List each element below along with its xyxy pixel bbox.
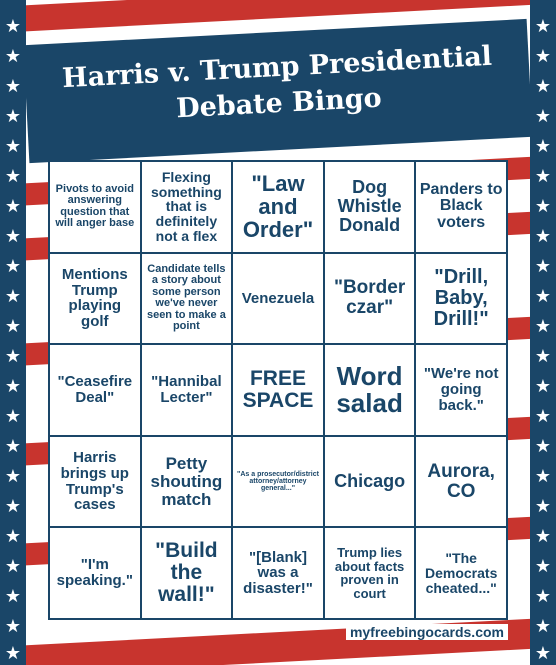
star-icon: ★ [534, 76, 552, 97]
star-icon: ★ [534, 316, 552, 337]
bingo-cell[interactable]: "Law and Order" [233, 162, 323, 252]
bingo-cell[interactable]: "Build the wall!" [142, 528, 232, 618]
star-icon: ★ [4, 16, 22, 37]
free-space-cell[interactable]: FREE SPACE [233, 345, 323, 435]
bingo-cell[interactable]: Venezuela [233, 254, 323, 344]
star-icon: ★ [4, 76, 22, 97]
bingo-cell[interactable]: "Drill, Baby, Drill!" [416, 254, 506, 344]
star-icon: ★ [4, 556, 22, 577]
star-icon: ★ [4, 643, 22, 664]
star-icon: ★ [534, 106, 552, 127]
star-icon: ★ [534, 166, 552, 187]
star-icon: ★ [4, 46, 22, 67]
bingo-cell[interactable]: "Ceasefire Deal" [50, 345, 140, 435]
bingo-cell[interactable]: "I'm speaking." [50, 528, 140, 618]
star-icon: ★ [534, 616, 552, 637]
bingo-cell[interactable]: Word salad [325, 345, 415, 435]
star-icon: ★ [4, 136, 22, 157]
bingo-cell[interactable]: Petty shouting match [142, 437, 232, 527]
bingo-cell[interactable]: Panders to Black voters [416, 162, 506, 252]
star-icon: ★ [534, 286, 552, 307]
bingo-cell[interactable]: Trump lies about facts proven in court [325, 528, 415, 618]
star-icon: ★ [4, 316, 22, 337]
bingo-cell[interactable]: Flexing something that is definitely not a flex [142, 162, 232, 252]
star-icon: ★ [534, 436, 552, 457]
star-icon: ★ [534, 46, 552, 67]
star-icon: ★ [4, 286, 22, 307]
bingo-cell[interactable]: Aurora, CO [416, 437, 506, 527]
left-star-column [0, 0, 26, 665]
bingo-board [48, 160, 508, 620]
star-icon: ★ [534, 226, 552, 247]
star-icon: ★ [4, 376, 22, 397]
star-icon: ★ [4, 256, 22, 277]
star-icon: ★ [4, 406, 22, 427]
star-icon: ★ [4, 166, 22, 187]
right-star-column [530, 0, 556, 665]
bingo-cell[interactable]: "We're not going back." [416, 345, 506, 435]
bingo-cell[interactable]: "As a prosecutor/district attorney/attorney general..." [233, 437, 323, 527]
star-icon: ★ [534, 526, 552, 547]
star-icon: ★ [534, 406, 552, 427]
star-icon: ★ [4, 196, 22, 217]
bingo-cell[interactable]: "Hannibal Lecter" [142, 345, 232, 435]
star-icon: ★ [534, 586, 552, 607]
star-icon: ★ [534, 556, 552, 577]
star-icon: ★ [4, 226, 22, 247]
star-icon: ★ [4, 586, 22, 607]
star-icon: ★ [4, 436, 22, 457]
bingo-cell[interactable]: Pivots to avoid answering question that will anger base [50, 162, 140, 252]
bingo-cell[interactable]: Dog Whistle Donald [325, 162, 415, 252]
star-icon: ★ [534, 643, 552, 664]
page-title: Harris v. Trump Presidential Debate Bingo [61, 40, 493, 125]
star-icon: ★ [4, 526, 22, 547]
star-icon: ★ [534, 136, 552, 157]
bingo-cell[interactable]: Candidate tells a story about some person we've never seen to make a point [142, 254, 232, 344]
bingo-cell[interactable]: Mentions Trump playing golf [50, 254, 140, 344]
site-url-footer: myfreebingocards.com [346, 624, 508, 640]
bingo-cell[interactable]: "Border czar" [325, 254, 415, 344]
bingo-cell[interactable]: "[Blank] was a disaster!" [233, 528, 323, 618]
star-icon: ★ [4, 106, 22, 127]
bingo-cell[interactable]: "The Democrats cheated..." [416, 528, 506, 618]
star-icon: ★ [534, 346, 552, 367]
star-icon: ★ [534, 376, 552, 397]
star-icon: ★ [4, 466, 22, 487]
star-icon: ★ [534, 256, 552, 277]
star-icon: ★ [4, 616, 22, 637]
star-icon: ★ [534, 466, 552, 487]
star-icon: ★ [534, 196, 552, 217]
bingo-cell[interactable]: Chicago [325, 437, 415, 527]
star-icon: ★ [534, 496, 552, 517]
star-icon: ★ [4, 496, 22, 517]
star-icon: ★ [534, 16, 552, 37]
bingo-cell[interactable]: Harris brings up Trump's cases [50, 437, 140, 527]
star-icon: ★ [4, 346, 22, 367]
